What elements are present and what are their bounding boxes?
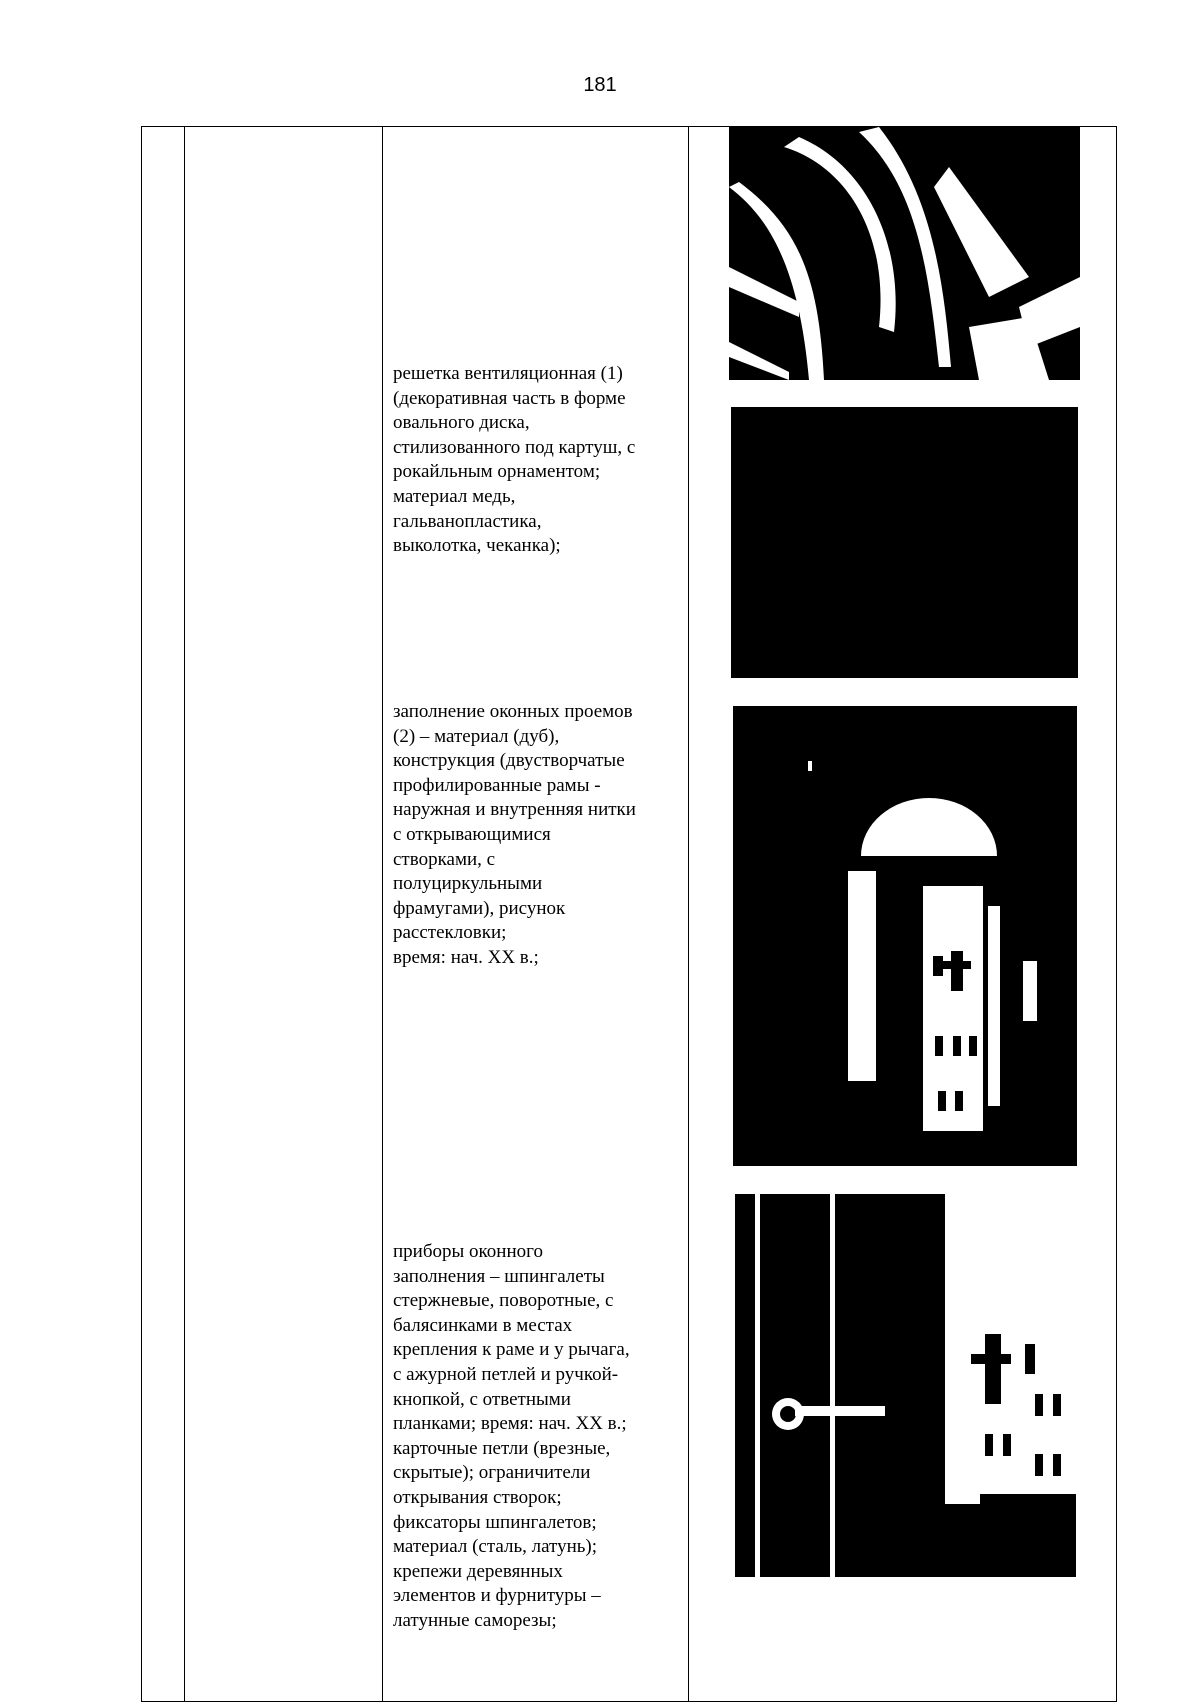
page-number: 181 xyxy=(583,74,617,96)
entry-window-hardware-text: приборы оконного заполнения – шпингалеты стержневые, поворотные, с балясинками в местах крепления к раме и у рычага, с ажурной петлей и ручкой- кнопкой, с ответными планками; время: нач. XX в.; карточные петли (врезные, скрытые); ограничители открывания створок; фиксаторы шпингалетов; материал (сталь, латунь); крепежи деревянных элементов и фурнитуры – латунные саморезы; xyxy=(393,1241,630,1631)
grille-dark-photo xyxy=(731,407,1078,678)
entry-window-fill-text: заполнение оконных проемов (2) – материал (дуб), конструкция (двустворчатые профилированные рамы - наружная и внутренняя нитки с открывающимися створками, с полуциркульными фрамугами), рисунок расстекловки; время: нач. XX в.; xyxy=(393,701,636,968)
arched-window-photo xyxy=(733,706,1077,1166)
ventilation-grille-photo xyxy=(729,127,1080,380)
column-divider xyxy=(382,127,383,1701)
entry-ventilation-grille-text: решетка вентиляционная (1) (декоративная часть в форме овального диска, стилизованного под картуш, с рокайльным орнаментом; материал медь, гальванопластика, выколотка, чеканка); xyxy=(393,363,636,557)
column-divider xyxy=(184,127,185,1701)
column-divider xyxy=(688,127,689,1701)
window-latch-photo xyxy=(735,1194,1076,1577)
